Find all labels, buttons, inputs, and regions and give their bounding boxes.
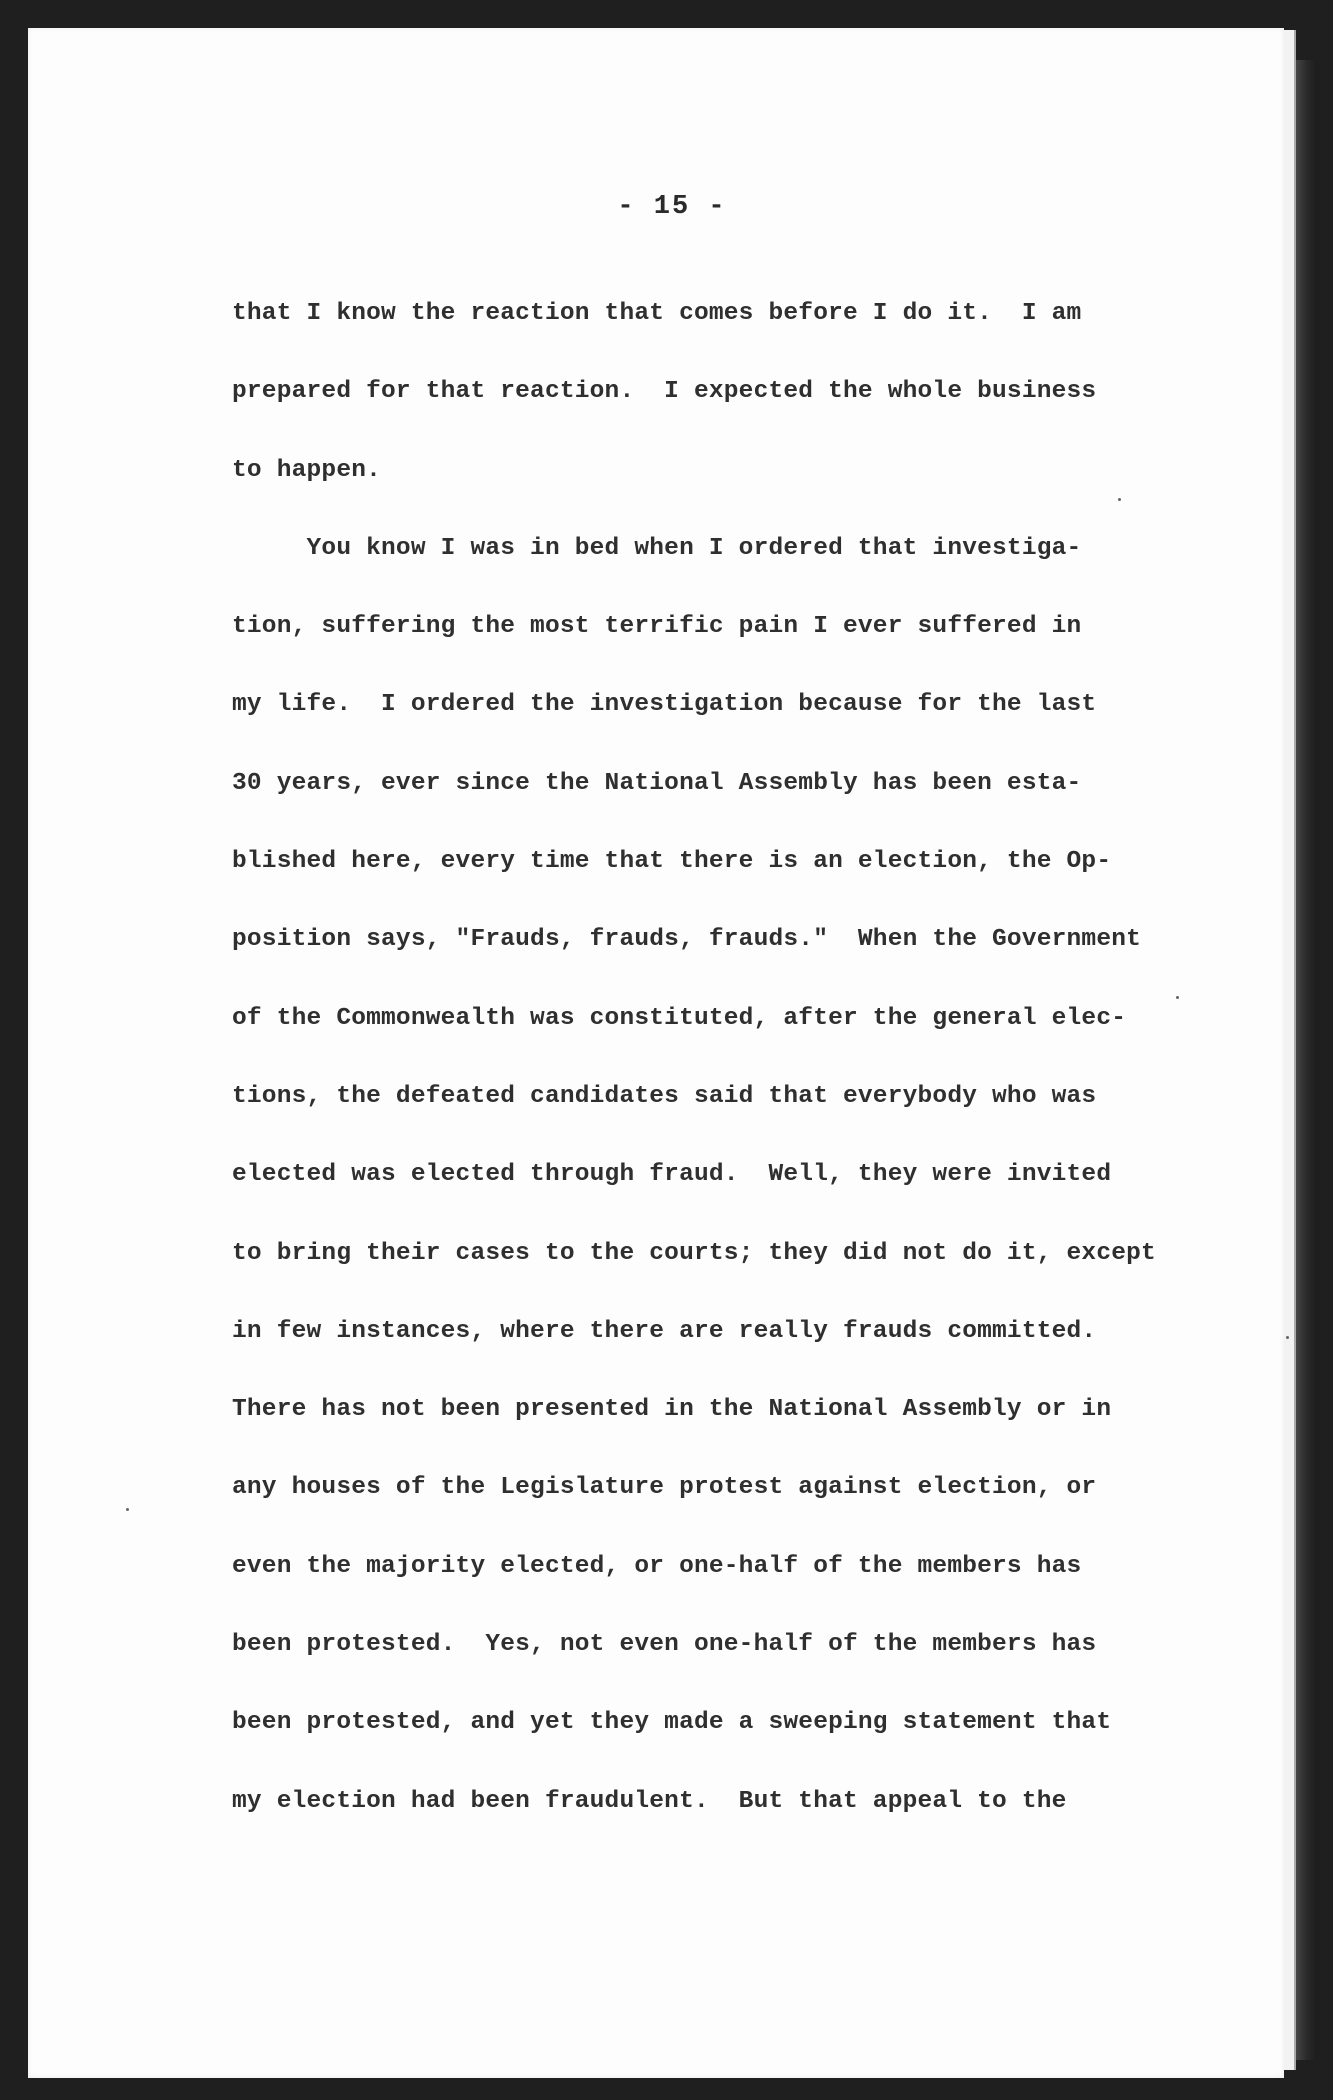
text-line: to happen. xyxy=(232,456,382,484)
text-line: elected was elected through fraud. Well, they were invited xyxy=(232,1161,1112,1189)
text-line: my election had been fraudulent. But that appeal to the xyxy=(232,1787,1067,1815)
text-line: position says, "Frauds, frauds, frauds." When the Government xyxy=(232,926,1142,954)
page-number: - 15 - xyxy=(617,192,727,222)
text-line: that I know the reaction that comes before I do it. I am xyxy=(232,300,1082,327)
scan-speck xyxy=(1286,1336,1289,1339)
text-line: blished here, every time that there is an election, the Op- xyxy=(232,848,1112,876)
text-line: in few instances, where there are really frauds committed. xyxy=(232,1317,1097,1345)
text-line: tions, the defeated candidates said that everybody who was xyxy=(232,1082,1097,1110)
text-line: of the Commonwealth was constituted, after the general elec- xyxy=(232,1004,1127,1032)
text-line: been protested. Yes, not even one-half of the members has xyxy=(232,1631,1097,1659)
text-line: prepared for that reaction. I expected the whole business xyxy=(232,378,1097,406)
typewritten-body xyxy=(232,290,1212,1856)
text-line: to bring their cases to the courts; they did not do it, except xyxy=(232,1239,1156,1267)
text-line: even the majority elected, or one-half of the members has xyxy=(232,1552,1082,1580)
text-line: 30 years, ever since the National Assembly has been esta- xyxy=(232,769,1082,797)
scan-speck xyxy=(126,1508,129,1511)
text-line: There has not been presented in the National Assembly or in xyxy=(232,1396,1112,1424)
text-line: been protested, and yet they made a sweeping statement that xyxy=(232,1709,1112,1737)
text-line: tion, suffering the most terrific pain I ever suffered in xyxy=(232,613,1082,641)
text-line: any houses of the Legislature protest against election, or xyxy=(232,1474,1097,1502)
text-line: my life. I ordered the investigation because for the last xyxy=(232,691,1097,719)
text-line: You know I was in bed when I ordered that investiga- xyxy=(232,534,1082,562)
